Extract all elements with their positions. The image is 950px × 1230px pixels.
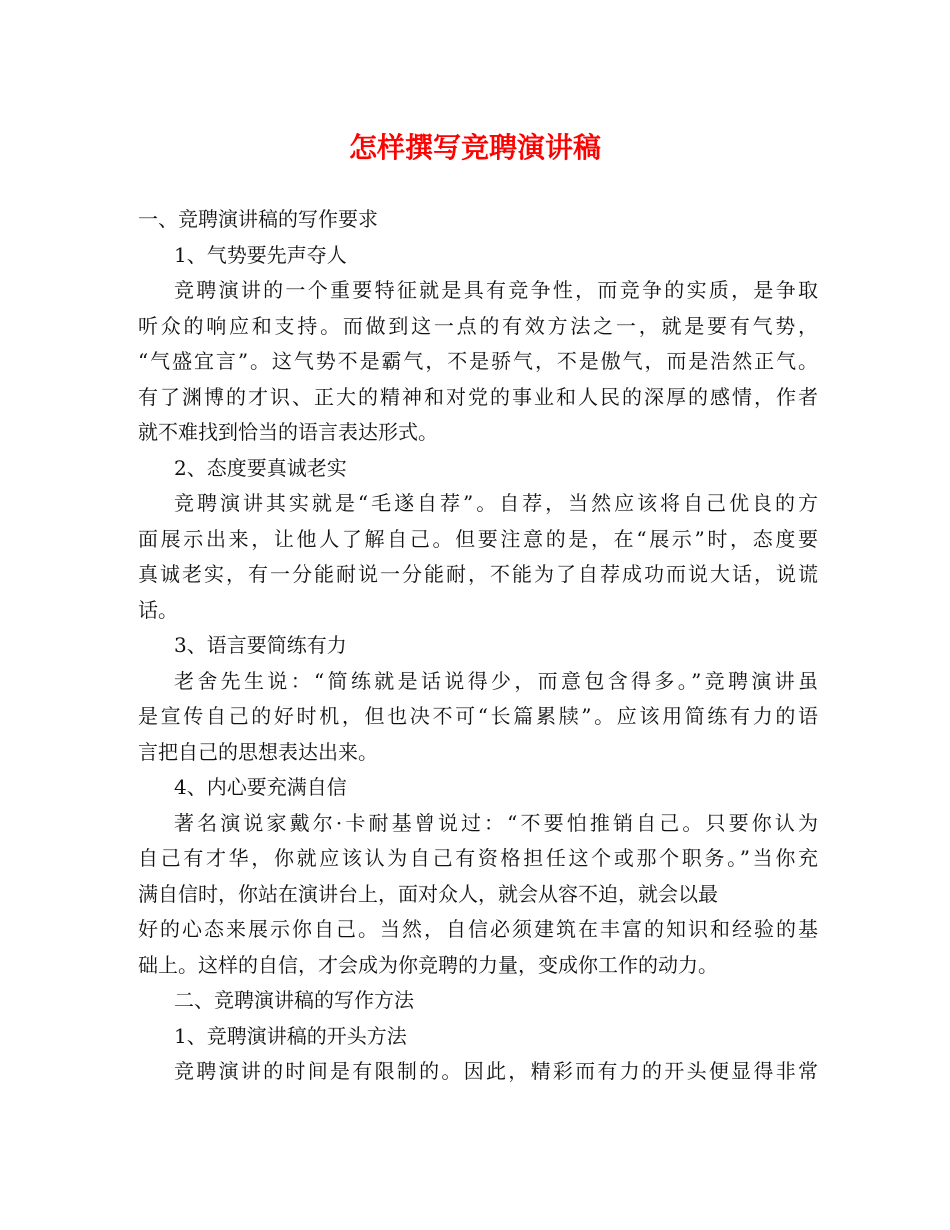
document-body [138,202,818,1090]
subsection-heading-2-1: 1、竞聘演讲稿的开头方法 [174,1023,407,1048]
paragraph-line: 真诚老实，有一分能耐说一分能耐，不能为了自荐成功而说大话，说谎 [138,562,818,586]
paragraph-line: 满自信时，你站在演讲台上，面对众人，就会从容不迫，就会以最 [138,881,718,906]
subsection-heading-1-2: 2、态度要真诚老实 [174,455,347,480]
subsection-heading-1-1: 1、气势要先声夺人 [174,242,347,267]
paragraph-line: 老舍先生说：“简练就是话说得少，而意包含得多。”竞聘演讲虽 [174,668,818,693]
paragraph-line: 竞聘演讲其实就是“毛遂自荐”。自荐，当然应该将自己优良的方 [174,491,818,515]
paragraph-line: 好的心态来展示你自己。当然，自信必须建筑在丰富的知识和经验的基 [138,917,818,941]
paragraph-line: 础上。这样的自信，才会成为你竞聘的力量，变成你工作的动力。 [138,952,718,977]
paragraph-line: 自己有才华，你就应该认为自己有资格担任这个或那个职务。”当你充 [138,846,818,870]
paragraph-line: 就不难找到恰当的语言表达形式。 [138,420,438,444]
subsection-heading-1-3: 3、语言要简练有力 [174,633,347,657]
paragraph-line: 话。 [138,597,178,622]
document-title: 怎样撰写竞聘演讲稿 [348,131,601,164]
section-heading-2: 二、竞聘演讲稿的写作方法 [174,988,414,1012]
paragraph-line: 言把自己的思想表达出来。 [138,739,378,764]
paragraph-line: 有了渊博的才识、正大的精神和对党的事业和人民的深厚的感情，作者 [138,384,818,409]
subsection-heading-1-4: 4、内心要充满自信 [174,775,347,799]
paragraph-line: 竞聘演讲的一个重要特征就是具有竞争性，而竞争的实质，是争取 [174,278,818,302]
paragraph-line: 面展示出来，让他人了解自己。但要注意的是，在“展示”时，态度要 [138,526,818,551]
paragraph-line: “气盛宜言”。这气势不是霸气，不是骄气，不是傲气，而是浩然正气。 [138,349,818,373]
paragraph-line: 竞聘演讲的时间是有限制的。因此，精彩而有力的开头便显得非常 [174,1059,818,1083]
paragraph-line: 听众的响应和支持。而做到这一点的有效方法之一，就是要有气势， [138,313,818,338]
paragraph-line: 是宣传自己的好时机，但也决不可“长篇累牍”。应该用简练有力的语 [138,704,818,728]
paragraph-line: 著名演说家戴尔·卡耐基曾说过：“不要怕推销自己。只要你认为 [174,810,818,835]
section-heading-1: 一、竞聘演讲稿的写作要求 [138,207,378,231]
